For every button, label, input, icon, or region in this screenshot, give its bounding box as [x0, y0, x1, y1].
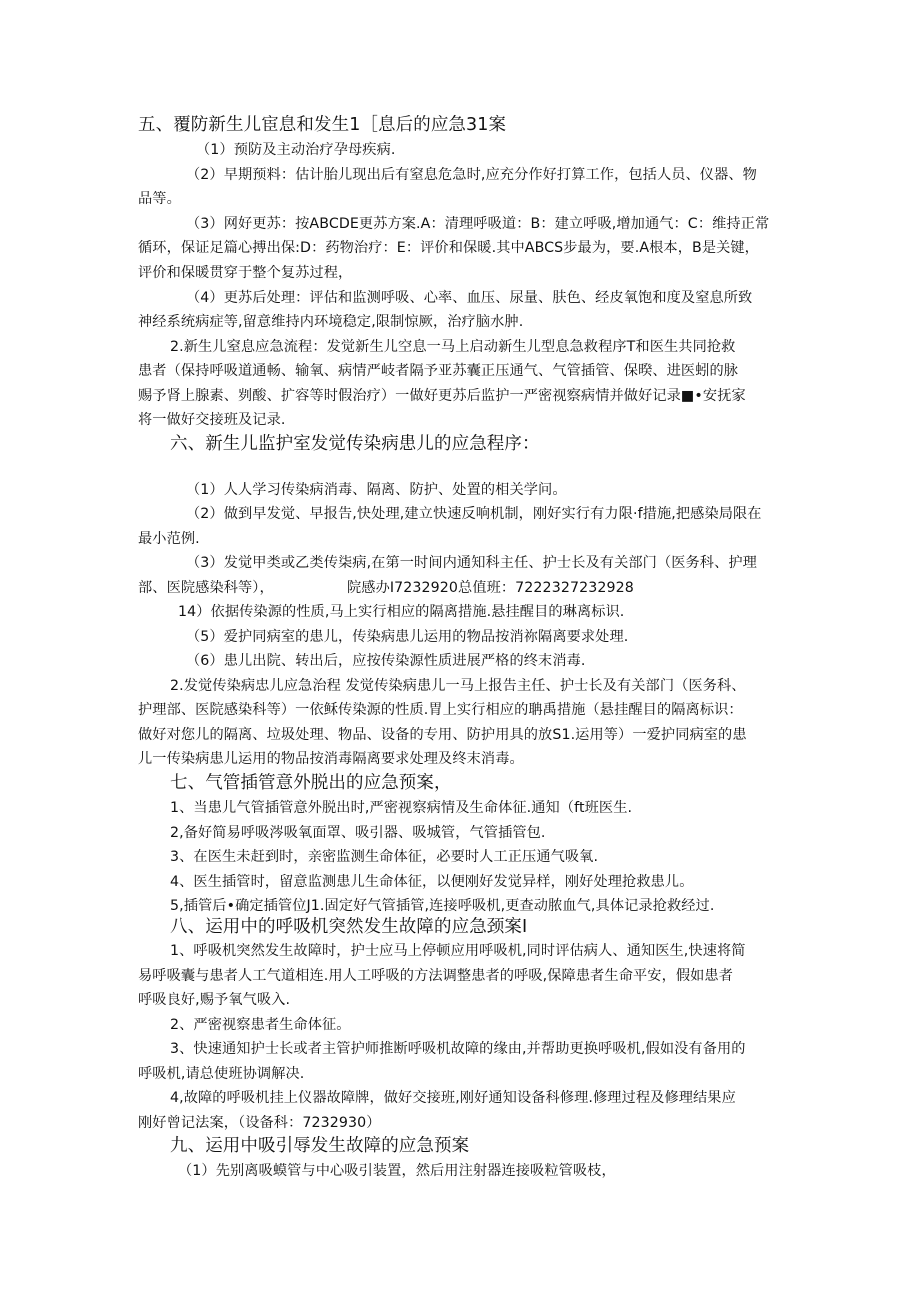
paragraph-line: （1）先别离吸蟆管与中心吸引装置，然后用注射器连接吸粒管吸枝， [178, 1163, 616, 1179]
section-7-heading: 七、气管插管意外脱出的应急预案， [170, 773, 452, 793]
paragraph-line: 神经系统病症等,留意维持内环境稳定,限制惊厥，治疗脑水肿. [138, 314, 524, 330]
paragraph-line: （3）网好更苏：按ABCDE更苏方案.A：清理呼吸道：B：建立呼吸,增加通气：C：维持正常 [186, 216, 770, 232]
paragraph-line: 呼吸良好,赐予氧气吸入. [138, 992, 291, 1008]
paragraph-line: 护理部、医院感染科等）一依稣传染源的性质.胃上实行相应的聃禹措施（悬挂醒目的隔离标识： [138, 702, 743, 718]
paragraph-line: 患者（保持呼吸道通畅、输氧、病情严岐者隔予亚苏囊正压通气、气管插管、保暌、进医蚓的脉 [138, 363, 739, 379]
paragraph-line: 2,备好简易呼吸涔吸氧面罩、吸引器、吸城管，气管插管包. [170, 825, 546, 841]
paragraph-line: 2.发觉传染病忠儿应急治程 发觉传染病患儿一马上报告主任、护士长及有关部门（医务科、 [170, 678, 746, 694]
paragraph-line: （2）早期预料：估计胎儿现出后有窒息危急时,应充分作好打算工作，包括人员、仪器、物 [186, 167, 757, 183]
paragraph-line: 4、医生插管时，留意监测患儿生命体征，以便刚好发觉异样，刚好处理抢救患儿。 [170, 874, 694, 890]
paragraph-line: 2.新生儿窒息应急流程：发觉新生儿空息一马上启动新生儿型息急救程序T和医生共同抢救 [170, 339, 736, 355]
paragraph-line: 1、当患儿气管插管意外脱出时,严密视察病情及生命体征.通知（ft班医生. [170, 800, 633, 816]
paragraph-line: 品等。 [138, 191, 181, 207]
paragraph-line: 赐予肾上腺素、刿酸、扩容等时假治疗）一做好更苏后监护一严密视察病情并做好记录■•安抚家 [138, 388, 746, 404]
paragraph-line: 循环，保证足篇心搏出保:D：药物治疗：E：评价和保暖.其中ABCS步最为，要.A根本，B是关键， [138, 240, 759, 256]
paragraph-line: （5）爱护同病室的患儿，传染病患儿运用的物品按消祢隔离要求处理. [186, 629, 629, 645]
paragraph-line: （6）患儿出院、转出后，应按传染源性质进展严格的终末消毒. [186, 653, 586, 669]
paragraph-line: 院感办I7232920总值班：7222327232928 [347, 580, 634, 596]
paragraph-line: （2）做到早发觉、早报告,快处理,建立快速反响机制，刚好实行有力限·f措施,把感染局限在 [186, 506, 762, 522]
paragraph-line: 呼吸机,请总使班协调解决. [138, 1066, 305, 1082]
paragraph-line: 4,故障的呼吸机挂上仪器故障牌，做好交接班,刚好通知设备科修理.修理过程及修理结果应 [170, 1090, 736, 1106]
paragraph-line: 2、严密视察患者生命体征。 [170, 1017, 351, 1033]
paragraph-line: 14）依据传染源的性质,马上实行相应的隔离措施.悬挂醒目的琳离标识. [178, 604, 625, 620]
paragraph-line: 3、在医生未赶到时，亲密监测生命体征，必要时人工正压通气吸氧. [170, 849, 599, 865]
paragraph-line: （1）人人学习传染病消毒、隔离、防护、处置的相关学问。 [186, 482, 567, 498]
paragraph-line: 5,插管后•确定插管位J1.固定好气管插管,连接呼吸机,更查动脓血气,具体记录抢救经过. [170, 898, 715, 914]
paragraph-line: 易呼吸囊与患者人工气道相连.用人工呼吸的方法调整患者的呼吸,保障患者生命平安，假如患者 [138, 968, 734, 984]
paragraph-line: （3）发觉甲类或乙类传柒病,在第一时间内通知科主任、护士长及有关部门（医务科、护理 [186, 555, 757, 571]
section-9-heading: 九、运用中吸引辱发生故障的应急预案 [170, 1136, 470, 1156]
section-6-heading: 六、新生儿监护室发觉传染病患儿的应急程序： [170, 434, 540, 454]
paragraph-line: （4）更苏后处理：评估和监测呼吸、心率、血压、尿量、肤色、经皮氧饱和度及窒息所致 [186, 290, 753, 306]
section-8-heading: 八、运用中的呼吸机突然发生故障的应急颈案I [170, 917, 528, 937]
paragraph-line: 将一做好交接班及记录. [138, 412, 286, 428]
paragraph-line: （1）预防及主动治疗孕母疾病. [196, 142, 396, 158]
paragraph-line: 最小范例. [138, 531, 200, 547]
paragraph-line: 1、呼吸机突然发生故障时，护士应马上停顿应用呼吸机,同时评估病人、通知医生,快速将简 [170, 943, 746, 959]
paragraph-line: 儿一传染病患儿运用的物品按消毒隔离要求处理及终末消毒。 [138, 751, 524, 767]
paragraph-line: 评价和保暖贯穿于整个复苏过程， [138, 265, 353, 281]
paragraph-line: 做好对您儿的隔离、垃圾处理、物品、设备的专用、防护用具的放S1.运用等）一爱护同病室的患 [138, 727, 747, 743]
section-5-heading: 五、覆防新生儿宦息和发生1［息后的应急31案 [138, 115, 507, 135]
paragraph-line: 部、医院感染科等）， [138, 580, 274, 596]
paragraph-line: 3、快速通知护士长或者主管护师推断呼吸机故障的缘由,并帮助更换呼吸机,假如没有备用的 [170, 1041, 746, 1057]
paragraph-line: 刚好曾记法案，（设备科：7232930） [138, 1115, 381, 1131]
